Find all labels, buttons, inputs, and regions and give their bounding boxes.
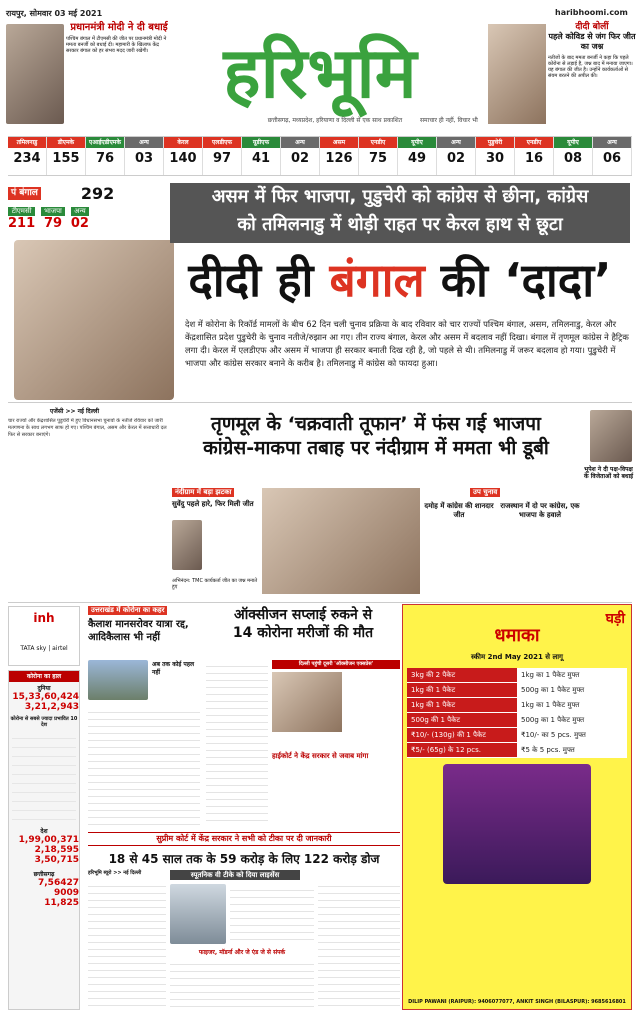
bhupesh-photo xyxy=(590,410,632,462)
edition-date: रायपुर, सोमवार 03 मई 2021 xyxy=(6,9,103,18)
covid-world-cases: 15,33,60,424 xyxy=(12,692,79,702)
headline-part-3: की ‘दादा’ xyxy=(424,253,612,307)
tally-label: अन्य xyxy=(437,137,475,148)
covid-cg-deaths: 11,825 xyxy=(44,898,79,908)
oxygen-tag: दिल्ली पहुंची दूसरी 'ऑक्सीजन एक्सप्रेस' xyxy=(272,660,400,669)
vaccine-sub: स्पूतनिक वी टीके को दिया लाइसेंस xyxy=(170,870,300,880)
setback-head: सुवेंदु पहले हारे, फिर मिली जीत xyxy=(172,500,254,508)
headline-part-2: बंगाल xyxy=(329,253,425,307)
lead-paragraph: देश में कोरोना के रिकॉर्ड मामलों के बीच 62 दिन चली चुनाव प्रक्रिया के बाद रविवार को चार राज्यों पश्चिम बंगाल, असम, तमिलनाडु, केरल और केंद्रशासित प्रदेश पुडुचेरी के चुनाव नतीजे/रुझान आ गए। तीन राज्य बंगाल, केरल और असम में बदलाव नहीं दिखा। बंगाल में तृणमूल कांग्रेस ने हैट्रिक लगा दी। केरल में एलडीएफ और असम में भाजपा ही सरकार बनाती दिख रही है, जो पहले से थी। तमिलनाडु में जरूर बदलाव हो गया। पुडुचेरी में भाजपा और कांग्रेस सरकार बनाने के करीब है। तमिलनाडु में कांग्रेस को फायदा हुआ। xyxy=(185,319,629,368)
bengal-party xyxy=(41,207,65,231)
covid-status-box xyxy=(8,670,80,1010)
vaccine-headline: 18 से 45 साल तक के 59 करोड़ के लिए 122 करोड़ डोज xyxy=(108,852,380,866)
section2-left-text: चार राज्यों और केंद्रशासित पुडुचेरी में हुए विधानसभा चुनावों के नतीजे रविवार को जारी मतगणना के साथ लगभग साफ हो गए। पश्चिम बंगाल, असम और केरल में सत्ताधारी दल फिर से सरकार बनाएंगे। xyxy=(8,418,167,438)
bengal-total: 292 xyxy=(80,184,115,203)
tally-label: एनडीए xyxy=(359,137,397,148)
covid-cg-new: 9009 xyxy=(53,888,79,898)
ad-offer-row xyxy=(407,683,627,698)
tally-cell xyxy=(515,137,554,175)
tally-value: 06 xyxy=(602,151,622,166)
election-tally-strip xyxy=(8,136,632,176)
tally-label: पुडुचेरी xyxy=(476,137,514,148)
tally-value: 02 xyxy=(290,151,310,166)
uttarakhand-tag: उत्तराखंड में कोरोना का कहर xyxy=(88,606,167,615)
section2-headline-2: कांग्रेस-माकपा तबाह पर नंदीग्राम में ममता भी डूबी xyxy=(203,437,549,459)
tally-value: 41 xyxy=(251,151,271,166)
ad-offer-table xyxy=(407,668,627,758)
photo-caption: अभिनंदन: TMC कार्यकर्ता जीत का जश्न मनाते हुए xyxy=(172,578,258,590)
sponsor-logos xyxy=(8,606,80,666)
left-box-text: पश्चिम बंगाल में टीएमसी की जीत पर प्रधानमंत्री मोदी ने ममता बनर्जी को बधाई दी। महामारी के खिलाफ केंद्र सरकार बंगाल को हर संभव मदद जारी रखेगी। xyxy=(66,36,167,54)
tally-label: डीएमके xyxy=(47,137,85,148)
motto: समाचार ही नहीं, विचार भी xyxy=(420,117,478,124)
website-link[interactable]: haribhoomi.com xyxy=(555,8,628,17)
party-name: भाजपा xyxy=(41,207,65,216)
ad-offer-buy: ₹10/- (130g) की 1 पैकेट xyxy=(407,728,517,742)
tally-cell xyxy=(86,137,125,175)
covid-country-deaths: 3,50,715 xyxy=(34,855,79,865)
sc-bar: सुप्रीम कोर्ट में केंद्र सरकार ने सभी को टीका पर दी जानकारी xyxy=(88,832,400,846)
hc-headline: हाईकोर्ट ने केंद्र सरकार से जवाब मांगा xyxy=(272,752,369,760)
tally-value: 155 xyxy=(52,151,80,166)
kailash-photo xyxy=(88,660,148,700)
covid-country-recovered: 2,18,595 xyxy=(34,845,79,855)
covid-country-cases: 1,99,00,371 xyxy=(18,835,79,845)
tally-cell xyxy=(359,137,398,175)
ad-brand: घड़ी xyxy=(605,611,625,627)
uttarakhand-sub: अब तक कोई पहल नहीं xyxy=(152,661,195,676)
vaccine-body-2 xyxy=(230,884,314,944)
tally-label: केरल xyxy=(164,137,202,148)
ad-offer-buy: 500g की 1 पैकेट xyxy=(407,713,517,727)
tally-label: यूपीए xyxy=(554,137,592,148)
ad-offer-row xyxy=(407,668,627,683)
vaccine-footer: फाइजर, मॉडर्ना और जे एंड जे से संपर्क xyxy=(198,949,286,956)
oxygen-headline-1: ऑक्सीजन सप्लाई रुकने से xyxy=(233,607,373,623)
party-name: टीएमसी xyxy=(8,207,35,216)
main-headline xyxy=(170,250,630,310)
bengal-party xyxy=(8,207,35,231)
tally-cell xyxy=(203,137,242,175)
tally-value: 97 xyxy=(212,151,232,166)
tally-label: तमिलनाडु xyxy=(8,137,46,148)
tally-value: 76 xyxy=(95,151,115,166)
suvendu-photo xyxy=(172,520,202,570)
ad-offer-free: 1kg का 1 पैकेट मुफ्त xyxy=(517,668,627,682)
airtel-logo: TATA sky | airtel xyxy=(20,645,68,652)
tally-label: यूडीएफ xyxy=(242,137,280,148)
right-corner-box xyxy=(548,22,636,132)
bhupesh-note: भूपेश ने दी पक्ष-विपक्ष के विजेताओं को बधाई xyxy=(584,466,634,480)
divider xyxy=(8,402,632,403)
oxygen-photo xyxy=(272,672,342,732)
celebration-photo xyxy=(262,488,420,594)
tally-label: अन्य xyxy=(593,137,631,148)
covid-cg-cases: 7,56427 xyxy=(38,878,79,888)
tally-label: एनडीए xyxy=(515,137,553,148)
right-box-title: दीदी बोलीं xyxy=(575,22,609,32)
tally-cell xyxy=(398,137,437,175)
tally-label: असम xyxy=(320,137,358,148)
ad-offer-buy: 1kg की 1 पैकेट xyxy=(407,683,517,697)
left-box-title: प्रधानमंत्री मोदी ने दी बधाई xyxy=(70,22,168,33)
ad-offer-free: 1kg का 1 पैकेट मुफ्त xyxy=(517,698,627,712)
banner-line-2: को तमिलनाडु में थोड़ी राहत पर केरल हाथ से छूटा xyxy=(237,214,563,235)
tally-value: 30 xyxy=(485,151,505,166)
covid-title: कोरोना का हाल xyxy=(9,671,79,682)
tally-label: यूपीए xyxy=(398,137,436,148)
covid-top10-table xyxy=(12,730,76,826)
vaccine-body-1 xyxy=(88,880,166,1008)
tally-label: अन्य xyxy=(281,137,319,148)
oxygen-body xyxy=(206,660,268,826)
tally-value: 234 xyxy=(13,151,41,166)
ad-offer-buy: ₹5/- (65g) के 12 pcs. xyxy=(407,743,517,757)
bengal-result xyxy=(8,184,168,234)
bengal-parties xyxy=(8,207,168,231)
covid-top10-title: कोरोना से सबसे ज्यादा प्रभावित 10 देश xyxy=(10,716,78,728)
mamata-wheelchair-photo xyxy=(14,240,174,400)
ad-offer-free: ₹5 के 5 pcs. मुफ्त xyxy=(517,743,627,757)
tagline: छत्तीसगढ़, मध्यप्रदेश, हरियाणा व दिल्ली से एक साथ प्रकाशित xyxy=(267,117,403,124)
ad-offer-buy: 1kg की 1 पैकेट xyxy=(407,698,517,712)
ad-footer: DILIP PAWANI (RAIPUR): 9406077077, ANKIT SINGH (BILASPUR): 9685616801 xyxy=(408,999,626,1005)
tally-cell xyxy=(554,137,593,175)
tally-label: अन्य xyxy=(125,137,163,148)
vaccine-body-3 xyxy=(318,880,400,1008)
oxygen-headline-2: 14 कोरोना मरीजों की मौत xyxy=(232,625,374,641)
inh-logo: inh xyxy=(33,611,55,625)
mamata-photo xyxy=(488,24,546,124)
ad-title: धमाका xyxy=(494,625,540,646)
covid-world-label: दुनिया xyxy=(37,685,51,692)
party-name: अन्य xyxy=(71,207,89,216)
uttarakhand-headline: कैलाश मानसरोवर यात्रा रद्द, आदिकैलास भी नहीं xyxy=(88,619,189,643)
byelection-1-head: दमोह में कांग्रेस की शानदार जीत xyxy=(424,502,494,519)
uttarakhand-body xyxy=(88,706,200,830)
tally-cell xyxy=(593,137,632,175)
covid-cg-label: छत्तीसगढ़ xyxy=(33,871,55,878)
divider-2 xyxy=(8,602,632,603)
section2-byline: एजेंसी >> नई दिल्ली xyxy=(50,408,100,415)
tally-value: 126 xyxy=(325,151,353,166)
tally-label: एलडीएफ xyxy=(203,137,241,148)
tally-cell xyxy=(437,137,476,175)
setback-tag: नंदीग्राम में बड़ा झटका xyxy=(172,488,234,497)
headline-part-1: दीदी ही xyxy=(188,253,330,307)
byelection-tag: उप चुनाव xyxy=(470,488,500,497)
bengal-label: पं बंगाल xyxy=(8,187,41,200)
tally-value: 75 xyxy=(368,151,388,166)
tally-value: 08 xyxy=(563,151,583,166)
party-seats: 02 xyxy=(70,216,89,231)
ad-offer-row xyxy=(407,743,627,758)
party-seats: 79 xyxy=(43,216,63,231)
ad-offer-buy: 3kg की 2 पैकेट xyxy=(407,668,517,682)
tally-cell xyxy=(164,137,203,175)
tally-value: 49 xyxy=(407,151,427,166)
covid-world-recovered: 3,21,2,943 xyxy=(24,702,79,712)
ad-offer-free: 500g का 1 पैकेट मुफ्त xyxy=(517,713,627,727)
byelection-2-head: राजस्थान में दो पर कांग्रेस, एक भाजपा के हवाले xyxy=(500,502,580,519)
tally-value: 02 xyxy=(446,151,466,166)
ad-offer-free: 500g का 1 पैकेट मुफ्त xyxy=(517,683,627,697)
ad-offer-free: ₹10/- का 5 pcs. मुफ्त xyxy=(517,728,627,742)
covid-country-label: देश xyxy=(40,828,48,835)
ad-offer-row xyxy=(407,728,627,743)
tally-value: 140 xyxy=(169,151,197,166)
ad-offer-row xyxy=(407,698,627,713)
right-box-subtitle: पहले कोविड से जंग फिर जीत का जश्न xyxy=(548,32,636,51)
tally-cell xyxy=(242,137,281,175)
modi-photo xyxy=(6,24,64,124)
ad-scheme: स्कीम 2nd May 2021 से लागू xyxy=(471,653,563,661)
ghadi-ad[interactable] xyxy=(402,604,632,1010)
party-seats: 211 xyxy=(8,216,36,231)
right-box-text: नतीजों के बाद ममता बनर्जी ने कहा कि पहले कोरोना से लड़ाई है, जश्न बाद में मनाया जाएगा। यह बंगाल की जीत है। उन्होंने कार्यकर्ताओं से संयम बरतने की अपील की। xyxy=(548,55,633,79)
vaccine-body-4 xyxy=(170,958,314,1008)
vaccine-byline: हरिभूमि ब्यूरो >> नई दिल्ली xyxy=(88,870,142,876)
tally-cell xyxy=(47,137,86,175)
section2-headline-1: तृणमूल के ‘चक्रवाती तूफान’ में फंस गई भाजपा xyxy=(211,413,541,435)
ad-offer-row xyxy=(407,713,627,728)
tally-value: 03 xyxy=(134,151,154,166)
tally-label: एआईएडीएमके xyxy=(86,137,124,148)
newspaper-logo: हरिभूमि xyxy=(223,31,417,114)
vaccine-photo xyxy=(170,884,226,944)
left-corner-box xyxy=(66,22,172,128)
ad-product-image xyxy=(443,764,591,884)
tally-cell xyxy=(281,137,320,175)
tally-cell xyxy=(476,137,515,175)
tally-cell xyxy=(125,137,164,175)
tally-cell xyxy=(320,137,359,175)
tally-cell xyxy=(8,137,47,175)
banner-headline xyxy=(170,183,630,243)
bengal-party xyxy=(71,207,89,231)
tally-value: 16 xyxy=(524,151,544,166)
banner-line-1: असम में फिर भाजपा, पुडुचेरी को कांग्रेस से छीना, कांग्रेस xyxy=(211,186,589,207)
